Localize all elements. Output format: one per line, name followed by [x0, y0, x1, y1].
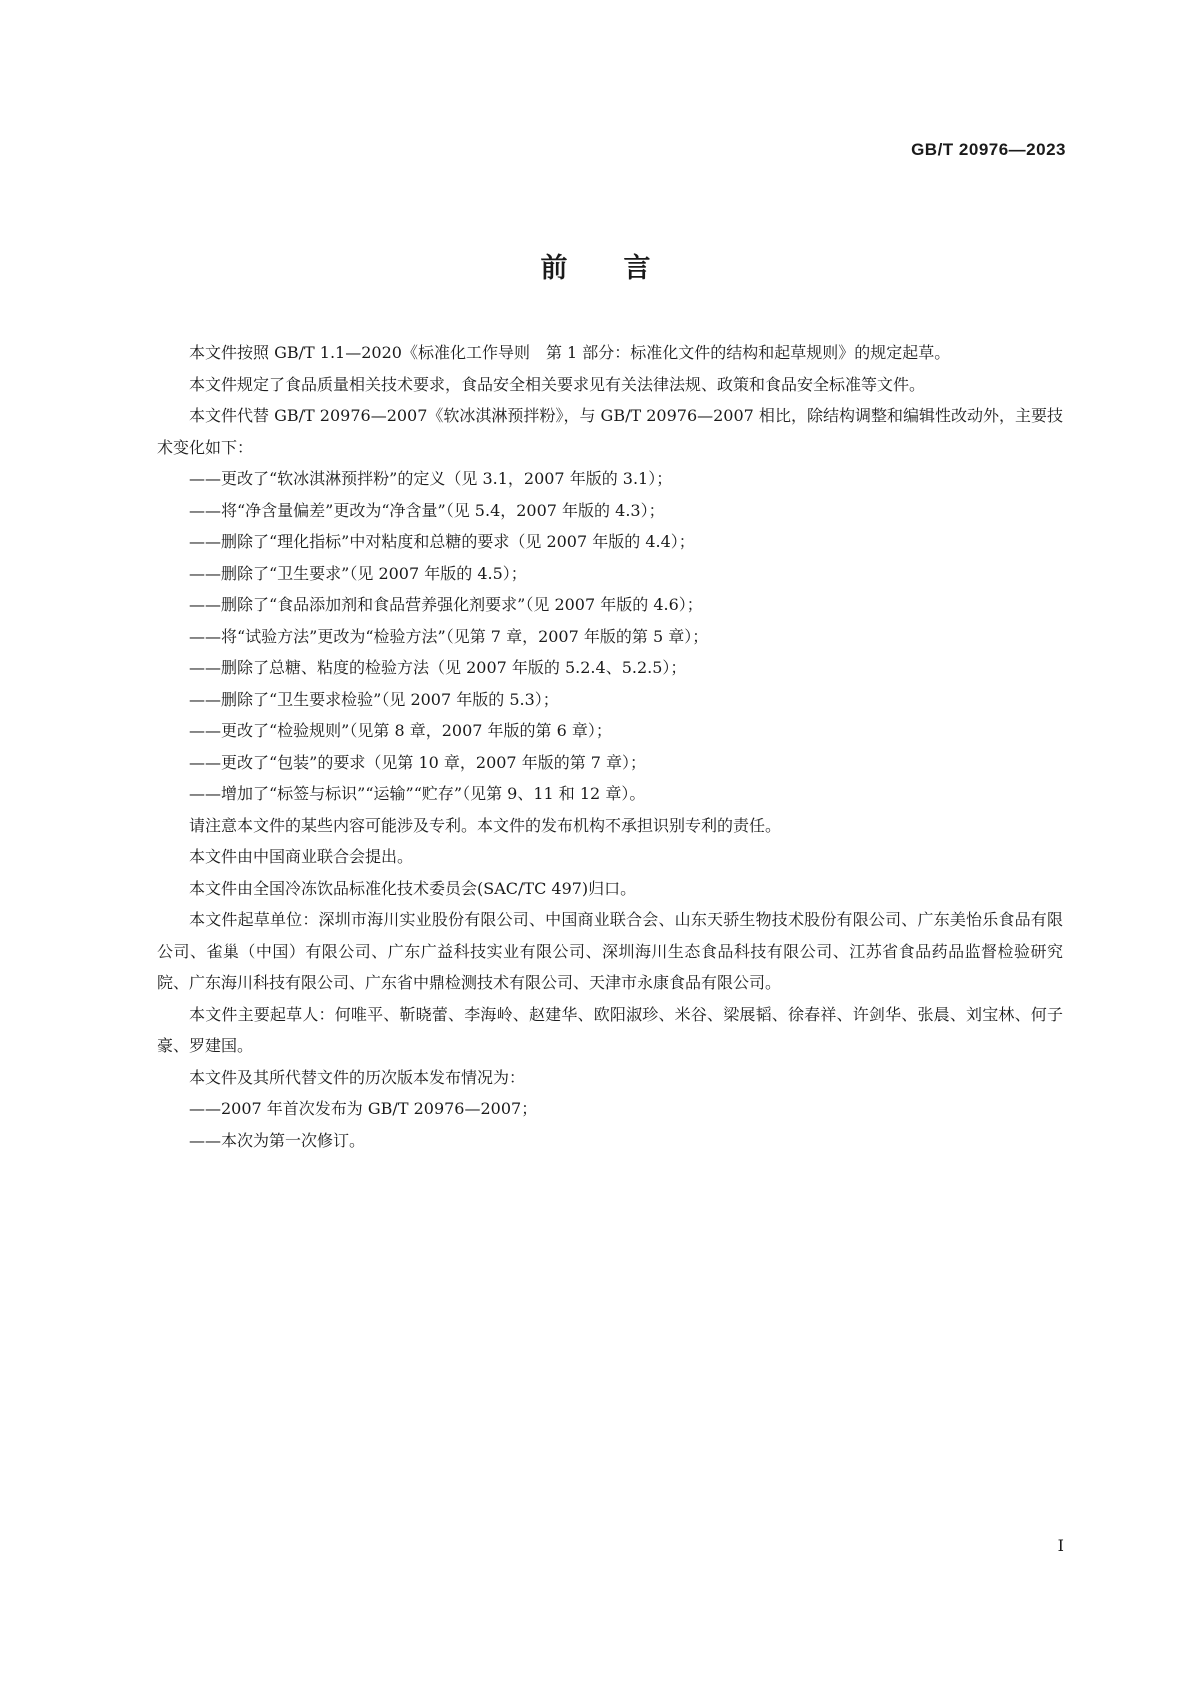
paragraph-replacement: 本文件代替 GB/T 20976—2007《软冰淇淋预拌粉》，与 GB/T 20976—2007 相比，除结构调整和编辑性改动外，主要技术变化如下： — [157, 406, 1063, 457]
paragraph-scope-note: 本文件规定了食品质量相关技术要求，食品安全相关要求见有关法律法规、政策和食品安全标准等文件。 — [189, 374, 926, 394]
list-item: ——删除了“理化指标”中对粘度和总糖的要求（见 2007 年版的 4.4）； — [189, 532, 695, 551]
paragraph-drafters: 本文件主要起草人：何唯平、靳晓蕾、李海岭、赵建华、欧阳淑珍、米谷、梁展韬、徐春祥、许剑华、张晨、刘宝林、何子豪、罗建国。 — [157, 1004, 1063, 1055]
page-title: 前言 — [540, 253, 707, 284]
paragraph-drafting-units: 本文件起草单位：深圳市海川实业股份有限公司、中国商业联合会、山东天骄生物技术股份有限公司、广东美怡乐食品有限公司、雀巢（中国）有限公司、广东广益科技实业有限公司、深圳海川生态食品科技有限公司、江苏省食品药品监督检验研究院、广东海川科技有限公司、广东省中鼎检测技术有限公司、天津市永康食品有限公司。 — [157, 910, 1063, 992]
list-item: ——删除了总糖、粘度的检验方法（见 2007 年版的 5.2.4、5.2.5）； — [189, 658, 687, 677]
list-item: ——更改了“检验规则”（见第 8 章，2007 年版的第 6 章）； — [189, 721, 612, 740]
list-item: ——本次为第一次修订。 — [189, 1130, 366, 1150]
list-item: ——将“试验方法”更改为“检验方法”（见第 7 章，2007 年版的第 5 章）； — [189, 626, 709, 646]
changes-list — [157, 463, 1063, 810]
history-list — [157, 1093, 1063, 1156]
paragraph-history-intro: 本文件及其所代替文件的历次版本发布情况为： — [189, 1067, 526, 1087]
foreword-body — [157, 337, 1063, 1156]
list-item: ——增加了“标签与标识”“运输”“贮存”（见第 9、11 和 12 章）。 — [189, 784, 646, 803]
paragraph-drafting-rules: 本文件按照 GB/T 1.1—2020《标准化工作导则 第 1 部分：标准化文件的结构和起草规则》的规定起草。 — [189, 343, 951, 362]
paragraph-committee: 本文件由全国冷冻饮品标准化技术委员会(SAC/TC 497)归口。 — [189, 878, 637, 898]
list-item: ——将“净含量偏差”更改为“净含量”（见 5.4，2007 年版的 4.3）； — [189, 500, 665, 520]
list-item: ——更改了“包装”的要求（见第 10 章，2007 年版的第 7 章）； — [189, 752, 647, 772]
list-item: ——删除了“卫生要求”（见 2007 年版的 4.5）； — [189, 563, 527, 583]
list-item: ——删除了“卫生要求检验”（见 2007 年版的 5.3）； — [189, 689, 559, 709]
list-item: ——删除了“食品添加剂和食品营养强化剂要求”（见 2007 年版的 4.6）； — [189, 595, 703, 614]
list-item: ——更改了“软冰淇淋预拌粉”的定义（见 3.1，2007 年版的 3.1）； — [189, 469, 673, 488]
standard-number: GB/T 20976—2023 — [911, 140, 1066, 159]
paragraph-proposer: 本文件由中国商业联合会提出。 — [189, 847, 414, 866]
page-number: I — [1057, 1536, 1064, 1555]
paragraph-patent-notice: 请注意本文件的某些内容可能涉及专利。本文件的发布机构不承担识别专利的责任。 — [189, 815, 782, 835]
list-item: ——2007 年首次发布为 GB/T 20976—2007； — [189, 1099, 538, 1118]
